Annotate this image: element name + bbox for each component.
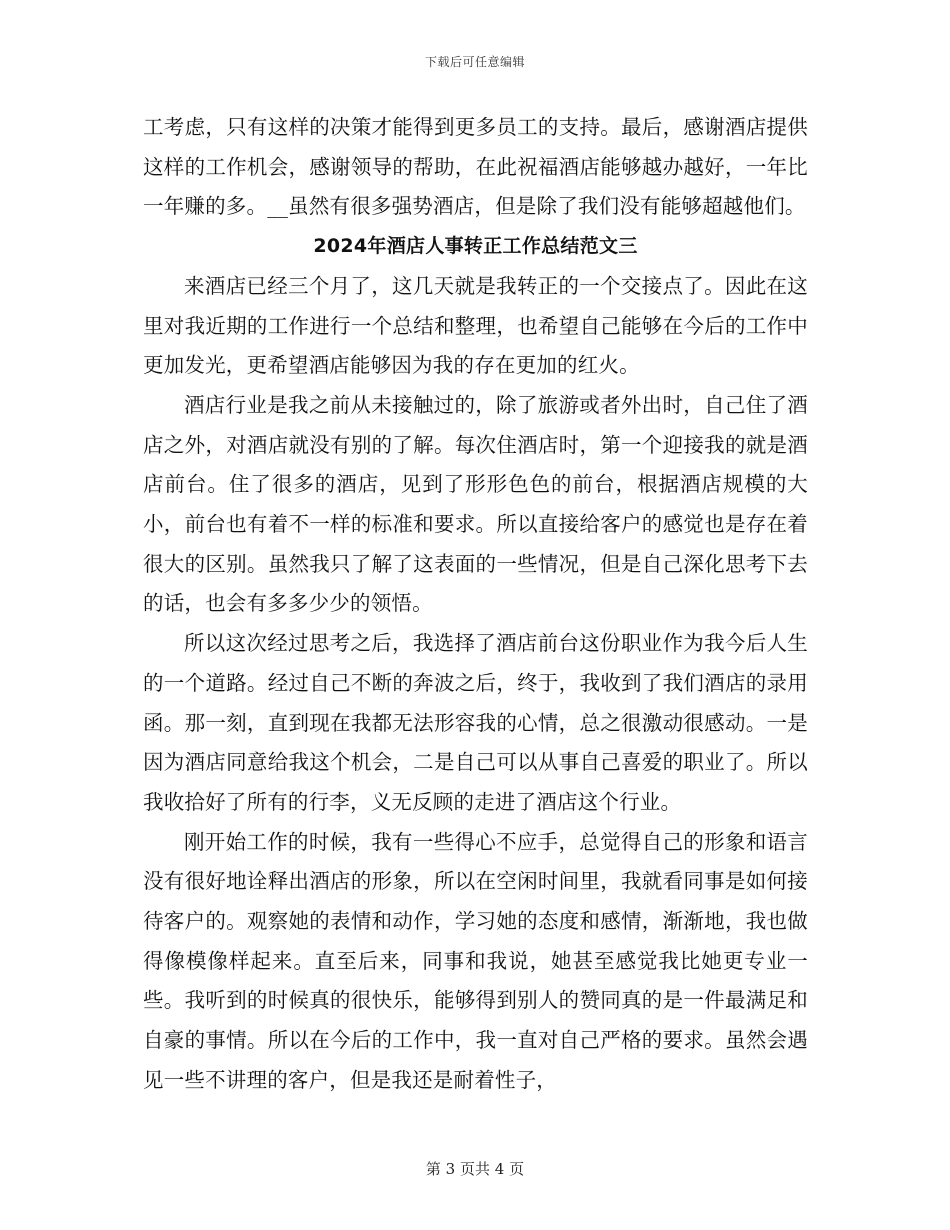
body-paragraph-4: 刚开始工作的时候，我有一些得心不应手，总觉得自己的形象和语言没有很好地诠释出酒店的形象，所以在空闲时间里，我就看同事是如何接待客户的。观察她的表情和动作，学习她的态度和感情，渐渐地，我也做得像模像样起来。直至后来，同事和我说，她甚至感觉我比她更专业一些。我听到的时候真的很快乐，能够得到别人的赞同真的是一件最满足和自豪的事情。所以在今后的工作中，我一直对自己严格的要求。虽然会遇见一些不讲理的客户，但是我还是耐着性子， bbox=[143, 829, 808, 1092]
body-paragraph-1: 来酒店已经三个月了，这几天就是我转正的一个交接点了。因此在这里对我近期的工作进行一个总结和整理，也希望自己能够在今后的工作中更加发光，更希望酒店能够因为我的存在更加的红火。 bbox=[143, 273, 808, 378]
document-body bbox=[143, 108, 808, 1101]
intro-paragraph: 工考虑，只有这样的决策才能得到更多员工的支持。最后，感谢酒店提供这样的工作机会，感谢领导的帮助，在此祝福酒店能够越办越好，一年比一年赚的多。__虽然有很多强势酒店，但是除了我们没有能够超越他们。 bbox=[143, 115, 808, 219]
page-header: 下载后可任意编辑 bbox=[424, 55, 525, 69]
page-footer: 第 3 页共 4 页 bbox=[425, 1160, 525, 1178]
body-paragraph-2: 酒店行业是我之前从未接触过的，除了旅游或者外出时，自己住了酒店之外，对酒店就没有别的了解。每次住酒店时，第一个迎接我的就是酒店前台。住了很多的酒店，见到了形形色色的前台，根据酒店规模的大小，前台也有着不一样的标准和要求。所以直接给客户的感觉也是存在着很大的区别。虽然我只了解了这表面的一些情况，但是自己深化思考下去的话，也会有多多少少的领悟。 bbox=[143, 392, 808, 616]
body-paragraph-3: 所以这次经过思考之后，我选择了酒店前台这份职业作为我今后人生的一个道路。经过自己不断的奔波之后，终于，我收到了我们酒店的录用函。那一刻，直到现在我都无法形容我的心情，总之很激动很感动。一是因为酒店同意给我这个机会，二是自己可以从事自己喜爱的职业了。所以我收拾好了所有的行李，义无反顾的走进了酒店这个行业。 bbox=[143, 631, 808, 814]
section-title: 2024年酒店人事转正工作总结范文三 bbox=[313, 235, 638, 258]
